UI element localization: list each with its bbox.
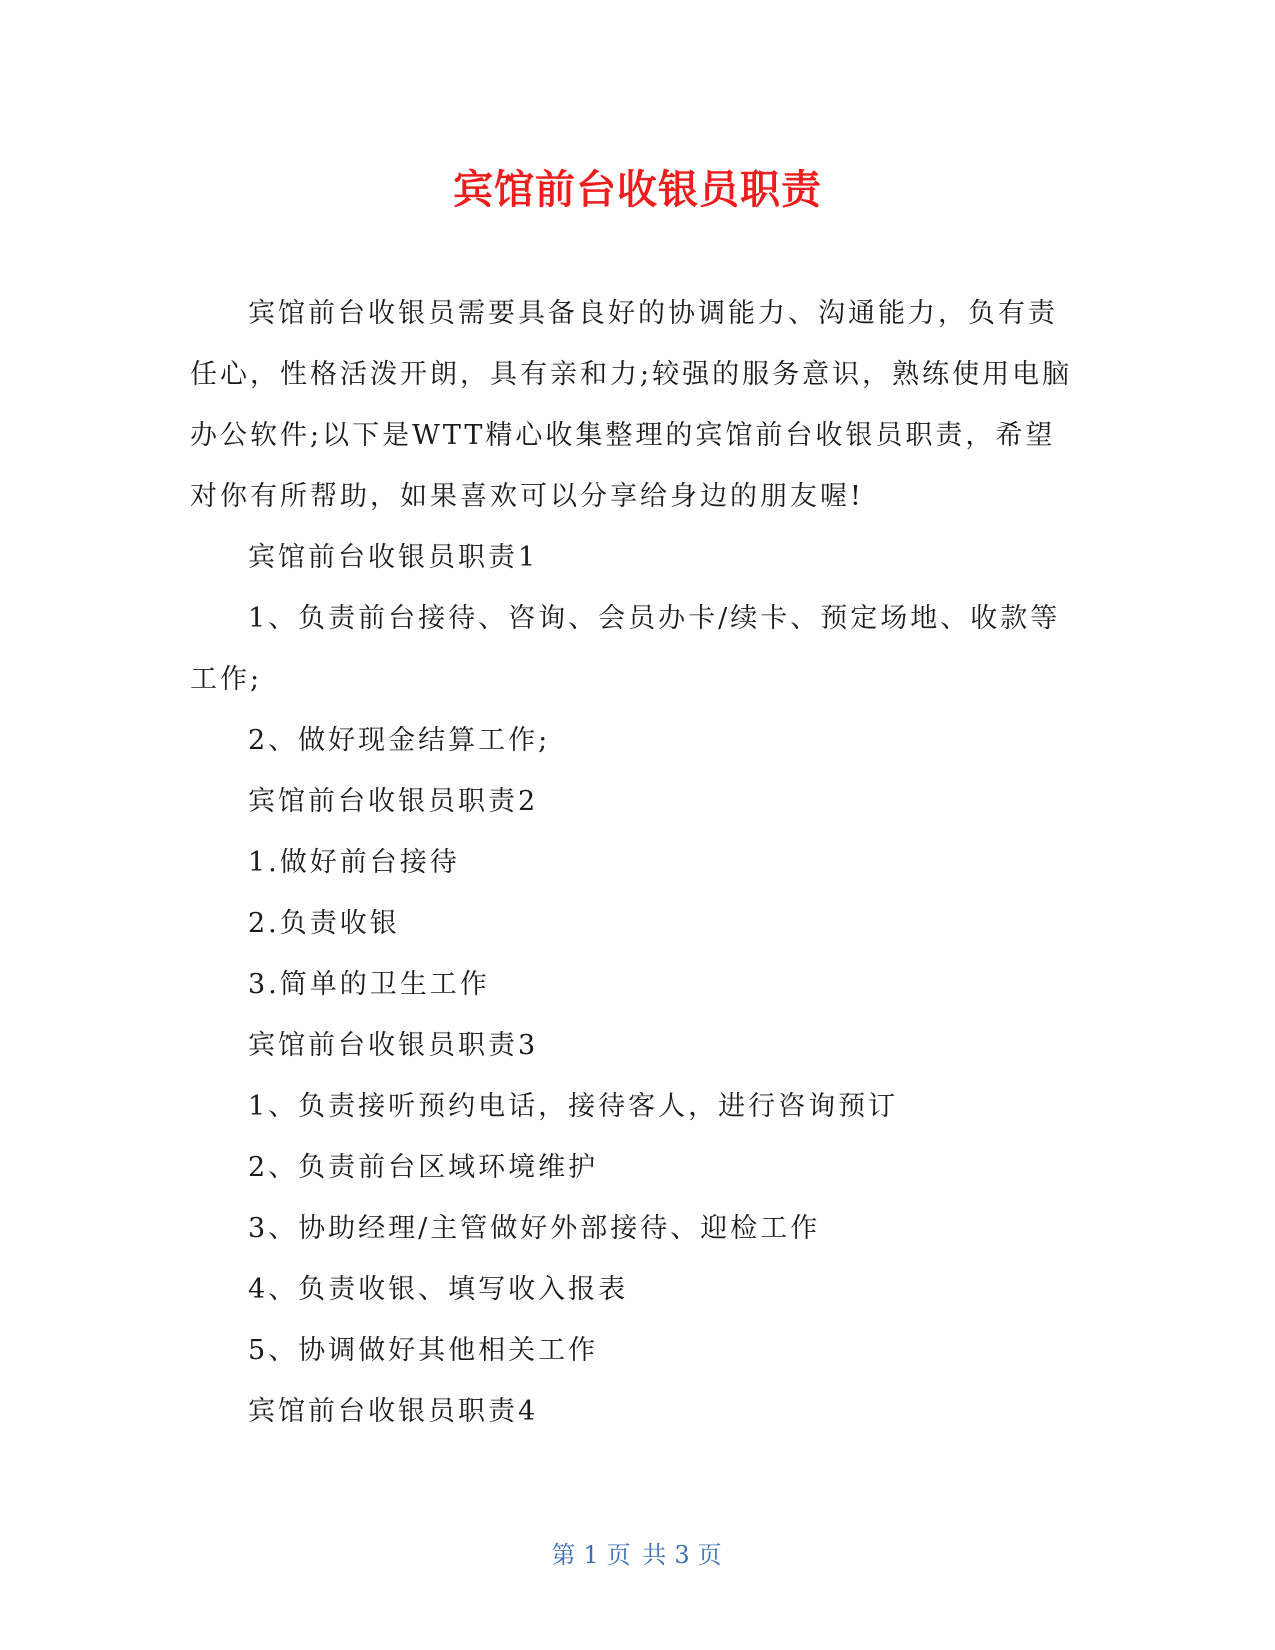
list-item: 2、做好现金结算工作;	[248, 725, 551, 756]
page-footer	[0, 1535, 1275, 1570]
footer-prefix: 第	[551, 1541, 578, 1569]
footer-page-number: 1	[583, 1541, 601, 1569]
document-body	[190, 283, 1080, 1442]
section-heading: 宾馆前台收银员职责2	[248, 786, 539, 817]
list-item: 2、负责前台区域环境维护	[248, 1152, 599, 1183]
list-item: 3.简单的卫生工作	[248, 969, 490, 1000]
list-item: 1、负责接听预约电话，接待客人，进行咨询预订	[248, 1091, 899, 1122]
list-item: 1、负责前台接待、咨询、会员办卡/续卡、预定场地、收款等工作;	[190, 603, 1061, 695]
footer-suffix: 页	[697, 1541, 724, 1569]
list-item: 2.负责收银	[248, 908, 400, 939]
list-item: 1.做好前台接待	[248, 847, 460, 878]
intro-paragraph: 宾馆前台收银员需要具备良好的协调能力、沟通能力，负有责任心，性格活泼开朗，具有亲和力;较强的服务意识，熟练使用电脑办公软件;以下是WTT精心收集整理的宾馆前台收银员职责，希望对你有所帮助，如果喜欢可以分享给身边的朋友喔!	[190, 298, 1073, 512]
list-item: 5、协调做好其他相关工作	[248, 1335, 599, 1366]
section-heading: 宾馆前台收银员职责3	[248, 1030, 539, 1061]
footer-mid: 页 共	[606, 1541, 669, 1569]
footer-total-pages: 3	[674, 1541, 692, 1569]
list-item: 4、负责收银、填写收入报表	[248, 1274, 629, 1305]
list-item: 3、协助经理/主管做好外部接待、迎检工作	[248, 1213, 821, 1244]
section-heading: 宾馆前台收银员职责4	[248, 1396, 539, 1427]
section-heading: 宾馆前台收银员职责1	[248, 542, 539, 573]
document-title: 宾馆前台收银员职责	[453, 167, 822, 213]
